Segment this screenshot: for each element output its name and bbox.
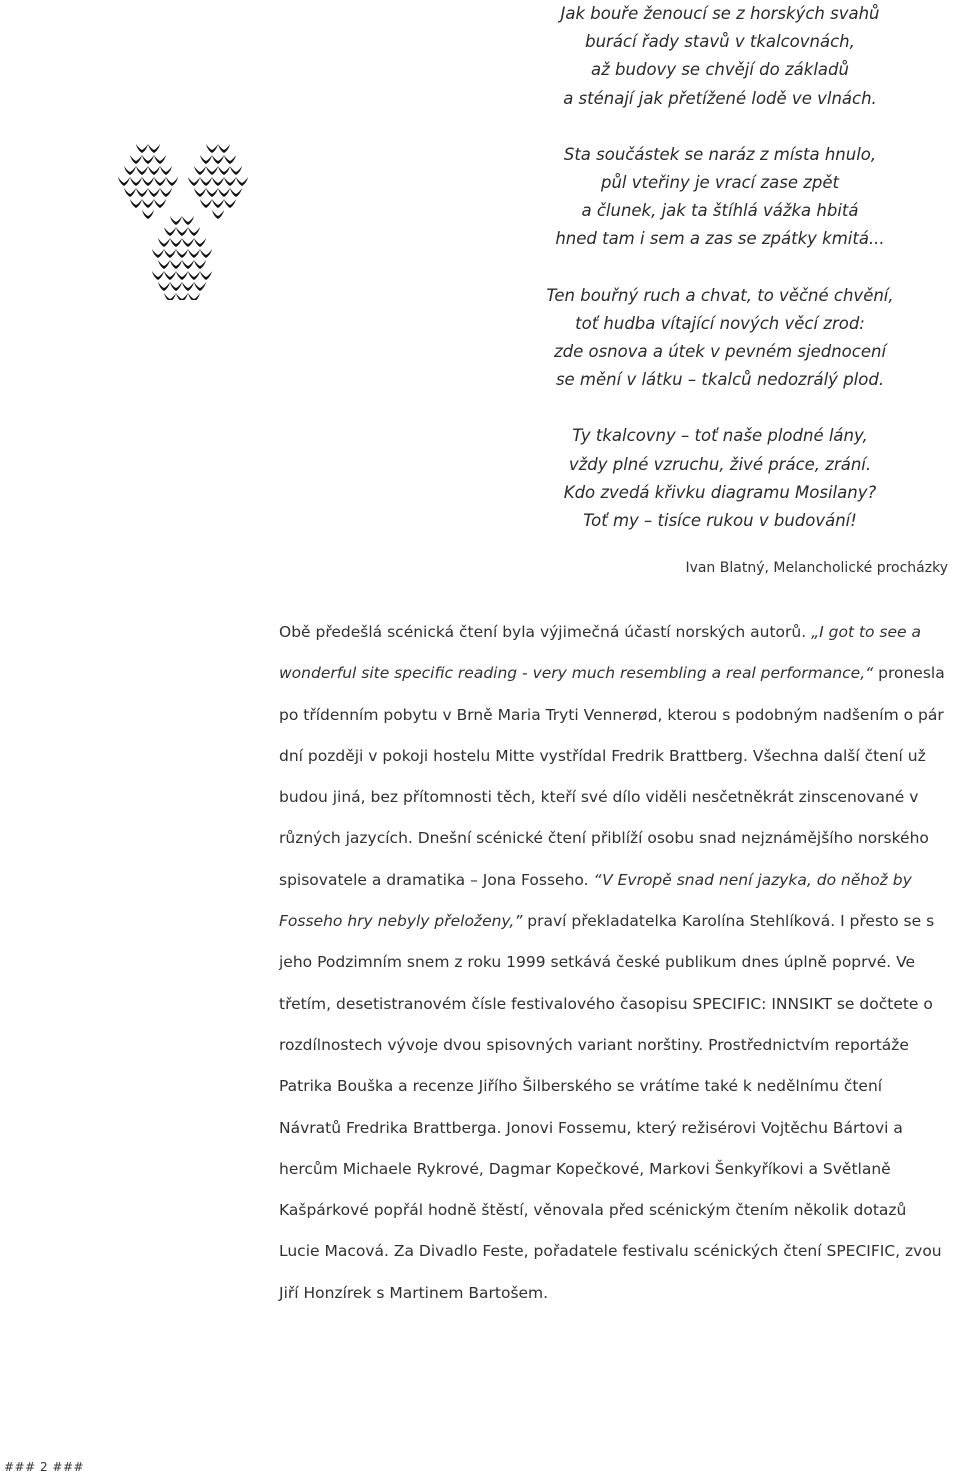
poem-line: Ten bouřný ruch a chvat, to věčné chvění, <box>546 285 894 305</box>
article-paragraph <box>279 612 949 1314</box>
article-text: pronesla po třídenním pobytu v Brně Maria Tryti Vennerød, kterou s podobným nadšením o pár dní později v pokoji hostelu Mitte vystřídal Fredrik Brattberg. Všechna další čtení už budou jiná, bez přítomnosti těch, kteří své dílo viděli nesčetněkrát zinscenované v různých jazycích. Dnešní scénické čtení přiblíží osobu snad nejznámějšího norského spisovatele a dramatika – Jona Fosseho. <box>279 664 945 889</box>
poem-stanza <box>520 422 920 535</box>
poem-line: vždy plné vzruchu, živé práce, zrání. <box>568 454 872 474</box>
poem-line: burácí řady stavů v tkalcovnách, <box>585 32 855 52</box>
poem-line: hned tam i sem a zas se zpátky kmitá... <box>555 229 885 249</box>
poem-line: zde osnova a útek v pevném sjednocení <box>553 342 887 362</box>
poem-line: půl vteřiny je vrací zase zpět <box>600 173 840 193</box>
article-text: praví překladatelka Karolína Stehlíková. I přesto se s jeho Podzimním snem z roku 1999 setkává české publikum dnes úplně poprvé. Ve třetím, desetistranovém čísle festivalového časopisu SPECIFIC: INNSIKT se dočtete o rozdílnostech vývoje dvou spisovných variant norštiny. Prostřednictvím reportáže Patrika Bouška a recenze Jiřího Šilberského se vrátíme také k nedělnímu čtení Návratů Fredrika Brattberga. Jonovi Fossemu, který režisérovi Vojtěchu Bártovi a hercům Michaele Rykrové, Dagmar Kopečkové, Markovi Šenkyříkovi a Světlaně Kašpárkové popřál hodně štěstí, věnovala před scénickým čtením několik dotazů Lucie Macová. Za Divadlo Feste, pořadatele festivalu scénických čtení SPECIFIC, zvou Jiří Honzírek s Martinem Bartošem. <box>279 912 942 1302</box>
knit-stitch-pattern-icon <box>118 140 248 300</box>
poem-line: toť hudba vítající nových věcí zrod: <box>575 313 865 333</box>
article-body <box>279 612 949 1314</box>
poem-line: Ty tkalcovny – toť naše plodné lány, <box>572 426 868 446</box>
poem-line: a sténají jak přetížené lodě ve vlnách. <box>563 88 877 108</box>
poem-line: až budovy se chvějí do základů <box>591 60 849 80</box>
article-quote: „I got to see a wonderful site specific reading - very much resembling a real performance,“ <box>279 623 922 683</box>
poem-attribution: Ivan Blatný, Melancholické procházky <box>685 560 948 576</box>
article-text: Obě předešlá scénická čtení byla výjimečná účastí norských autorů. <box>279 623 812 641</box>
poem <box>520 0 920 563</box>
poem-line: se mění v látku – tkalců nedozrálý plod. <box>555 370 885 390</box>
page-marker: ### 2 ### <box>4 1460 85 1474</box>
poem-stanza <box>520 282 920 395</box>
poem-line: Jak bouře ženoucí se z horských svahů <box>560 4 880 23</box>
poem-line: a člunek, jak ta štíhlá vážka hbitá <box>581 201 859 221</box>
poem-line: Kdo zvedá křivku diagramu Mosilany? <box>563 482 877 502</box>
poem-line: Toť my – tisíce rukou v budování! <box>583 511 857 531</box>
article-quote: “V Evropě snad není jazyka, do něhož by Fosseho hry nebyly přeloženy,” <box>279 870 912 931</box>
poem-stanza <box>520 0 920 113</box>
poem-stanza <box>520 141 920 254</box>
poem-line: Sta součástek se naráz z místa hnulo, <box>563 144 877 164</box>
